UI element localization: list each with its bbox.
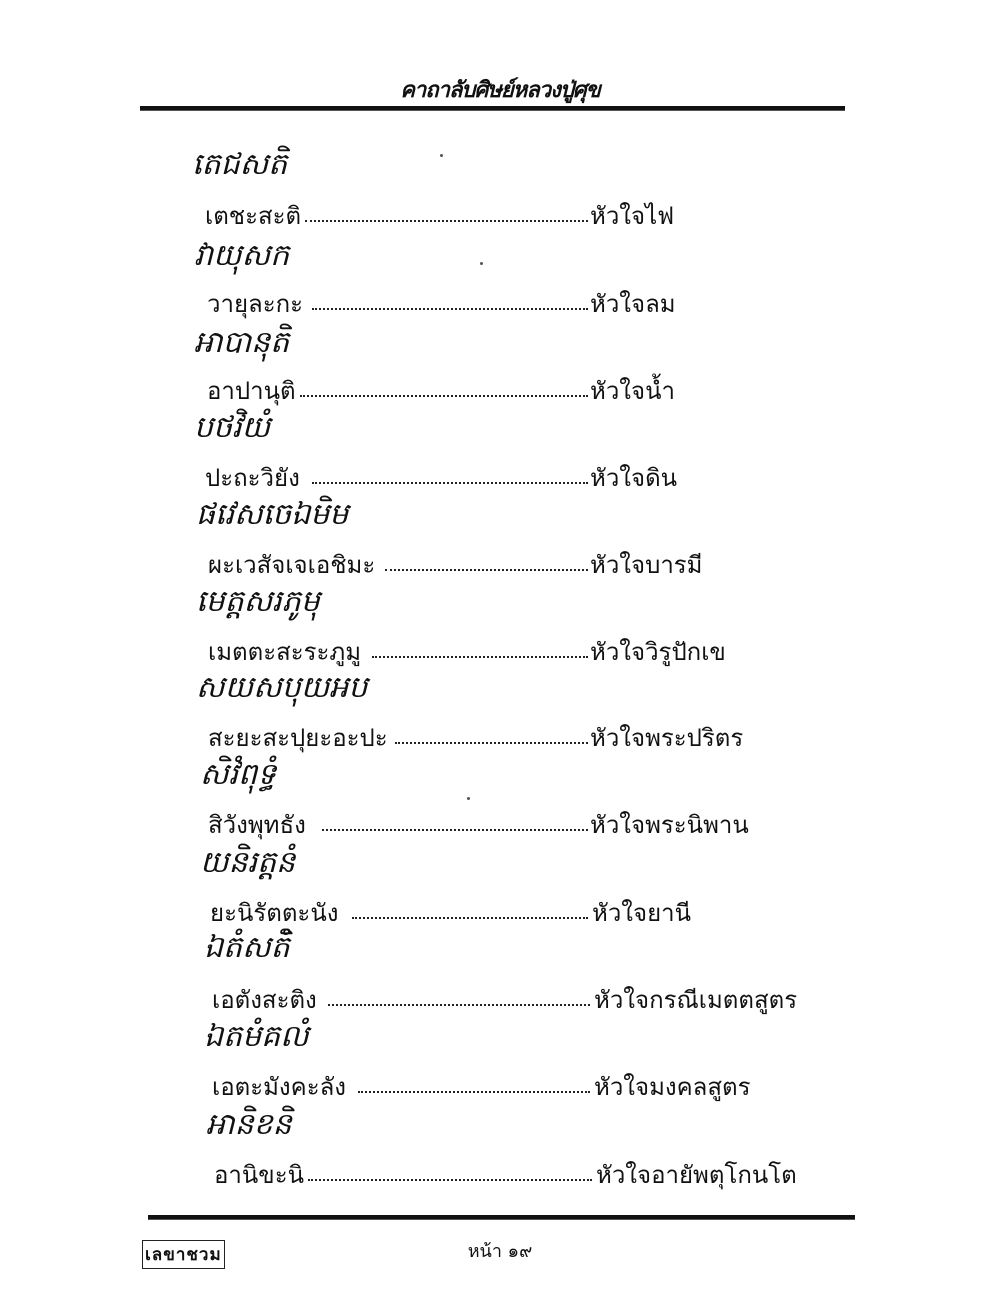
meaning-text: หัวใจกรณีเมตตสูตร	[594, 986, 798, 1014]
thai-reading: เอตะมังคะลัง	[212, 1073, 347, 1101]
meaning-text: หัวใจยานี	[592, 899, 692, 927]
meaning-text: หัวใจลม	[590, 290, 676, 318]
dotted-leader	[308, 1179, 592, 1181]
dotted-leader	[312, 482, 588, 484]
scan-speck	[440, 154, 443, 157]
meaning-text: หัวใจน้ำ	[590, 377, 675, 405]
ancient-script-text: មេត្តសរភូមុ	[196, 584, 320, 619]
thai-reading: ยะนิรัตตะนัง	[210, 899, 339, 927]
dotted-leader	[305, 220, 588, 222]
thai-reading: สะยะสะปุยะอะปะ	[208, 724, 388, 752]
thai-reading: วายุละกะ	[207, 290, 304, 318]
thai-reading: ผะเวสัจเจเอชิมะ	[208, 551, 376, 579]
ancient-script-text: ផវេសចេឯមិម	[196, 497, 349, 532]
footer-divider	[148, 1215, 855, 1220]
dotted-leader	[352, 917, 588, 919]
dotted-leader	[358, 1091, 590, 1093]
scan-speck	[467, 797, 470, 800]
dotted-leader	[395, 742, 588, 744]
meaning-text: หัวใจอายัพตุโกนโต	[596, 1161, 797, 1189]
ancient-script-text: អានិខនិ	[206, 1107, 292, 1142]
ancient-script-text: សិវំពុទ្ធំ	[200, 757, 277, 792]
dotted-leader	[328, 1004, 590, 1006]
scan-speck	[480, 262, 483, 265]
dotted-leader	[300, 395, 588, 397]
header-divider	[140, 106, 845, 111]
meaning-text: หัวใจพระนิพาน	[590, 811, 749, 839]
thai-reading: สิวังพุทธัง	[208, 811, 306, 839]
dotted-leader	[312, 308, 588, 310]
ancient-script-text: ឯតមំគលំ	[204, 1019, 309, 1054]
page-number: หน้า ๑๙	[467, 1241, 533, 1262]
dotted-leader	[322, 829, 588, 831]
meaning-text: หัวใจพระปริตร	[590, 724, 744, 752]
thai-reading: เมตตะสะระภูมู	[208, 638, 362, 666]
thai-reading: เอตังสะติง	[212, 986, 317, 1014]
meaning-text: หัวใจบารมี	[590, 551, 703, 579]
meaning-text: หัวใจไฟ	[590, 202, 675, 230]
publisher-logo: เลขาชวม	[142, 1240, 225, 1269]
ancient-script-text: វាយុសក	[194, 238, 290, 273]
ancient-script-text: យនិរត្តនំ	[200, 845, 296, 880]
ancient-script-text: តេជសតិ	[192, 147, 288, 182]
meaning-text: หัวใจดิน	[590, 464, 678, 492]
dotted-leader	[385, 569, 588, 571]
ancient-script-text: បថវិយំ	[194, 410, 271, 445]
ancient-script-text: សយសបុយអប	[196, 670, 368, 705]
ancient-script-text: អាបានុតិ	[194, 325, 290, 360]
thai-reading: เตชะสะติ	[205, 202, 302, 230]
thai-reading: อาปานุติ	[207, 377, 296, 405]
meaning-text: หัวใจวิรูปักเข	[590, 638, 726, 666]
meaning-text: หัวใจมงคลสูตร	[594, 1073, 751, 1101]
thai-reading: ปะถะวิยัง	[205, 464, 300, 492]
ancient-script-text: ឯតំសតិំ	[204, 930, 290, 965]
dotted-leader	[372, 656, 588, 658]
page-header-title: คาถาลับศิษย์หลวงปู่ศุข	[400, 77, 600, 103]
thai-reading: อานิขะนิ	[214, 1161, 304, 1189]
